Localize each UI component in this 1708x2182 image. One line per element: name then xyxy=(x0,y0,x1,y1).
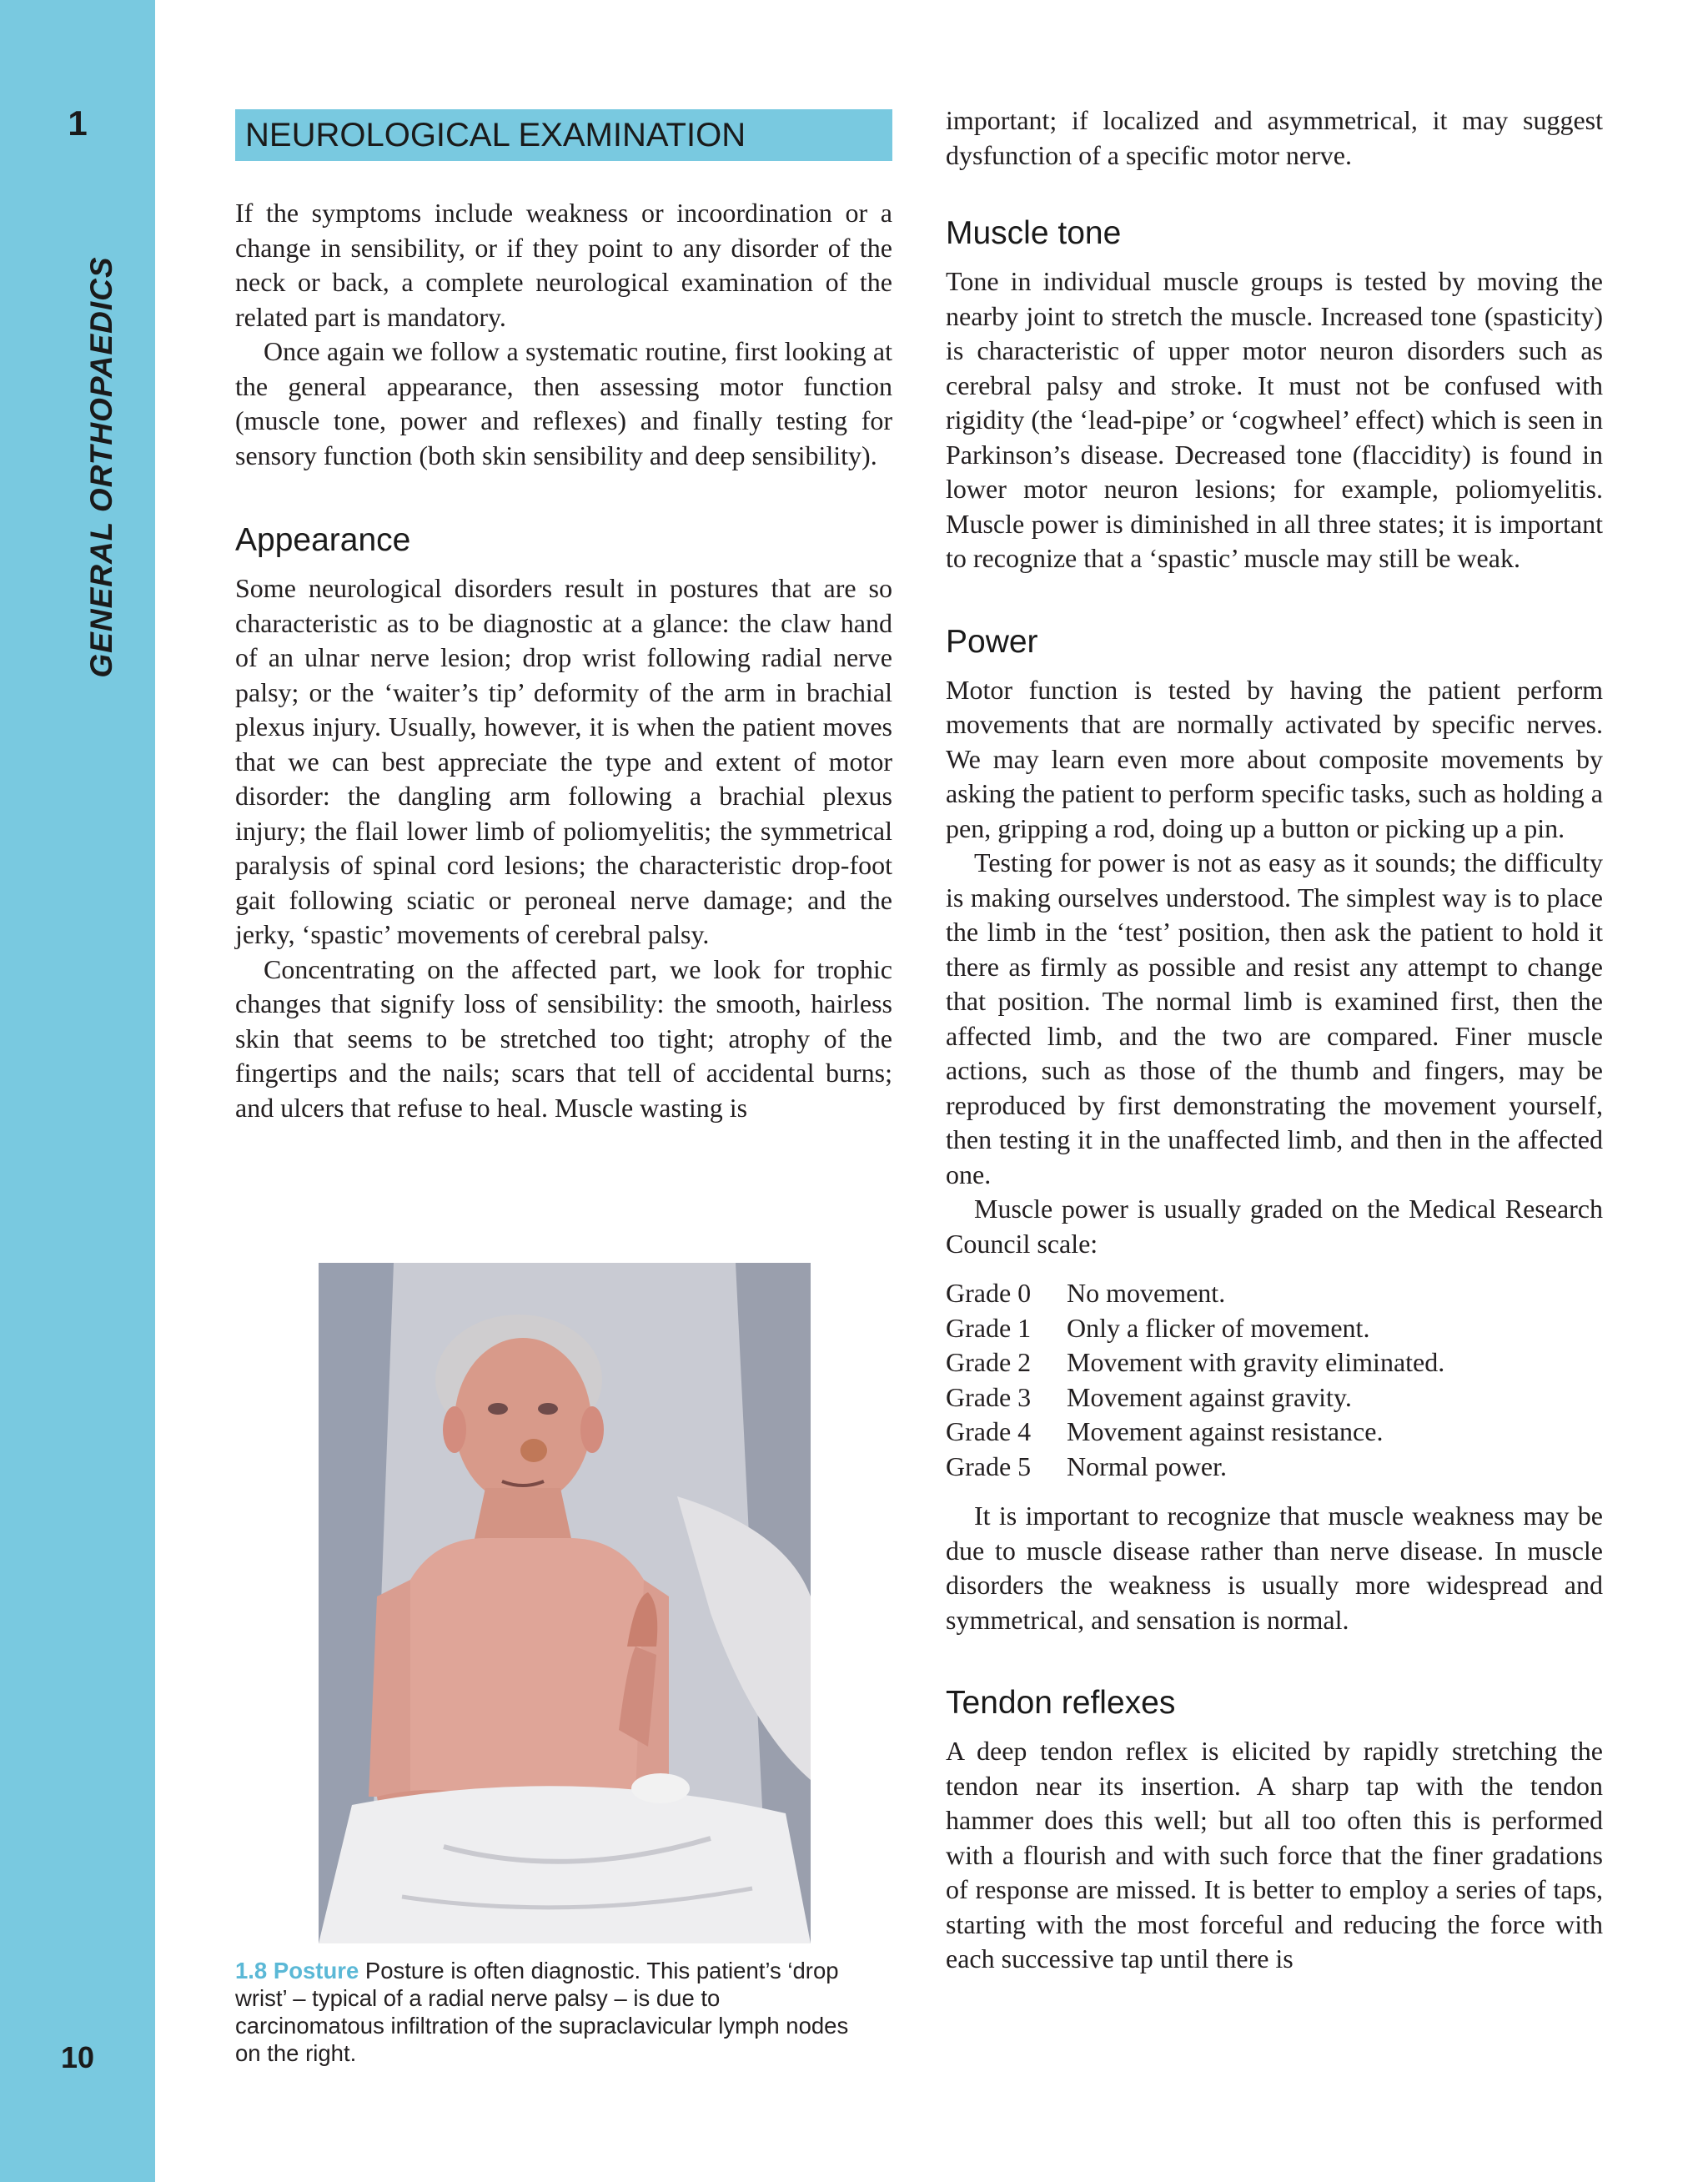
appearance-paragraph-2: Concentrating on the affected part, we look for trophic changes that signify loss of sensibility: the smooth, hairless skin that seems to be stretched too tight; atrophy of the fingertips and the nails; scars that tell of accidental burns; and ulcers that refuse to heal. Muscle wasting is xyxy=(235,953,892,1123)
muscle-tone-heading: Muscle tone xyxy=(946,215,1122,251)
patient-posture-photo xyxy=(319,1263,811,1943)
grade-label: Grade 1 xyxy=(946,1312,1032,1343)
continued-paragraph: important; if localized and asymmetrical, it may suggest dysfunction of a specific motor nerve. xyxy=(946,105,1603,170)
grade-row xyxy=(946,1276,1603,1311)
running-head: GENERAL ORTHOPAEDICS xyxy=(84,256,118,678)
figure-caption-text: Posture is often diagnostic. This patient’s ‘drop wrist’ – typical of a radial nerve palsy – is due to carcinomatous infiltration of the supraclavicular lymph nodes on the right. xyxy=(235,1958,849,2066)
figure-caption xyxy=(235,1957,852,2067)
grade-row xyxy=(946,1415,1603,1450)
tendon-reflexes-paragraph: A deep tendon reflex is elicited by rapidly stretching the tendon near its insertion. A sharp tap with the tendon hammer does this well; but all too often this is performed with a flourish and with such force that the finer gradations of response are missed. It is better to employ a series of taps, starting with the most forceful and reducing the force with each successive tap until there is xyxy=(946,1736,1603,1973)
power-heading: Power xyxy=(946,623,1038,660)
grade-label: Grade 4 xyxy=(946,1416,1032,1446)
right-column xyxy=(946,103,1603,1977)
appearance-paragraph-1: Some neurological disorders result in postures that are so characteristic as to be diagnostic at a glance: the claw hand of an ulnar nerve lesion; drop wrist following radial nerve palsy; or the ‘waiter’s tip’ deformity of the arm in brachial plexus injury. Usually, however, it is when the patient moves that we can best appreciate the type and extent of motor disorder: the dangling arm following a brachial plexus injury; the flail lower limb of poliomyelitis; the symmetrical paralysis of spinal cord lesions; the characteristic drop-foot gait following sciatic or peroneal nerve damage; and the jerky, ‘spastic’ movements of cerebral palsy. xyxy=(235,573,892,949)
grade-description: No movement. xyxy=(1067,1278,1226,1308)
tendon-reflexes-heading: Tendon reflexes xyxy=(946,1685,1176,1721)
page-number: 10 xyxy=(60,2040,95,2074)
grade-label: Grade 0 xyxy=(946,1278,1032,1308)
mrc-grade-list xyxy=(946,1276,1603,1484)
patient-illustration xyxy=(319,1263,811,1943)
section-title: NEUROLOGICAL EXAMINATION xyxy=(235,109,892,161)
grade-description: Only a flicker of movement. xyxy=(1067,1312,1370,1343)
intro-paragraph-1: If the symptoms include weakness or incoordination or a change in sensibility, or if they point to any disorder of the neck or back, a complete neurological examination of the related part is mandatory. xyxy=(235,198,892,332)
power-paragraph-3: Muscle power is usually graded on the Medical Research Council scale: xyxy=(946,1194,1603,1259)
grade-row xyxy=(946,1450,1603,1485)
muscle-tone-paragraph: Tone in individual muscle groups is tested by moving the nearby joint to stretch the muscle. Increased tone (spasticity) is characteristic of upper motor neuron disorders such as cerebral palsy and stroke. It must not be confused with rigidity (the ‘lead-pipe’ or ‘cogwheel’ effect) which is seen in Parkinson’s disease. Decreased tone (flaccidity) is found in lower motor neuron lesions; for example, poliomyelitis. Muscle power is diminished in all three states; it is important to recognize that a ‘spastic’ muscle may still be weak. xyxy=(946,266,1603,573)
power-paragraph-1: Motor function is tested by having the patient perform movements that are normally activated by specific nerves. We may learn even more about composite movements by asking the patient to perform specific tasks, such as holding a pen, gripping a rod, doing up a button or picking up a pin. xyxy=(946,674,1603,843)
chapter-sidebar xyxy=(0,0,155,2182)
power-paragraph-2: Testing for power is not as easy as it sounds; the difficulty is making ourselves understood. The simplest way is to place the limb in the ‘test’ position, then ask the patient to hold it there as firmly as possible and resist any attempt to change that position. The normal limb is examined first, then the affected limb, and the two are compared. Finer muscle actions, such as those of the thumb and fingers, may be reproduced by first demonstrating the movement yourself, then testing it in the unaffected limb, and then in the affected one. xyxy=(946,847,1603,1189)
grade-row xyxy=(946,1345,1603,1380)
intro-paragraph-2: Once again we follow a systematic routine, first looking at the general appearance, then assessing motor function (muscle tone, power and reflexes) and finally testing for sensory function (both skin sensibility and deep sensibility). xyxy=(235,336,892,470)
grade-label: Grade 3 xyxy=(946,1381,1032,1412)
grade-row xyxy=(946,1311,1603,1346)
grade-label: Grade 5 xyxy=(946,1450,1032,1481)
grade-description: Movement against resistance. xyxy=(1067,1416,1384,1446)
grade-description: Movement with gravity eliminated. xyxy=(1067,1347,1445,1377)
grade-label: Grade 2 xyxy=(946,1347,1032,1377)
grade-row xyxy=(946,1380,1603,1415)
chapter-number: 1 xyxy=(68,103,88,143)
grade-description: Normal power. xyxy=(1067,1450,1227,1481)
left-column xyxy=(235,196,892,1125)
power-paragraph-4: It is important to recognize that muscle weakness may be due to muscle disease rather than nerve disease. In muscle disorders the weakness is usually more widespread and symmetrical, and sensation is normal. xyxy=(946,1501,1603,1635)
figure-label: 1.8 Posture xyxy=(235,1958,359,1983)
grade-description: Movement against gravity. xyxy=(1067,1381,1352,1412)
appearance-heading: Appearance xyxy=(235,522,411,558)
